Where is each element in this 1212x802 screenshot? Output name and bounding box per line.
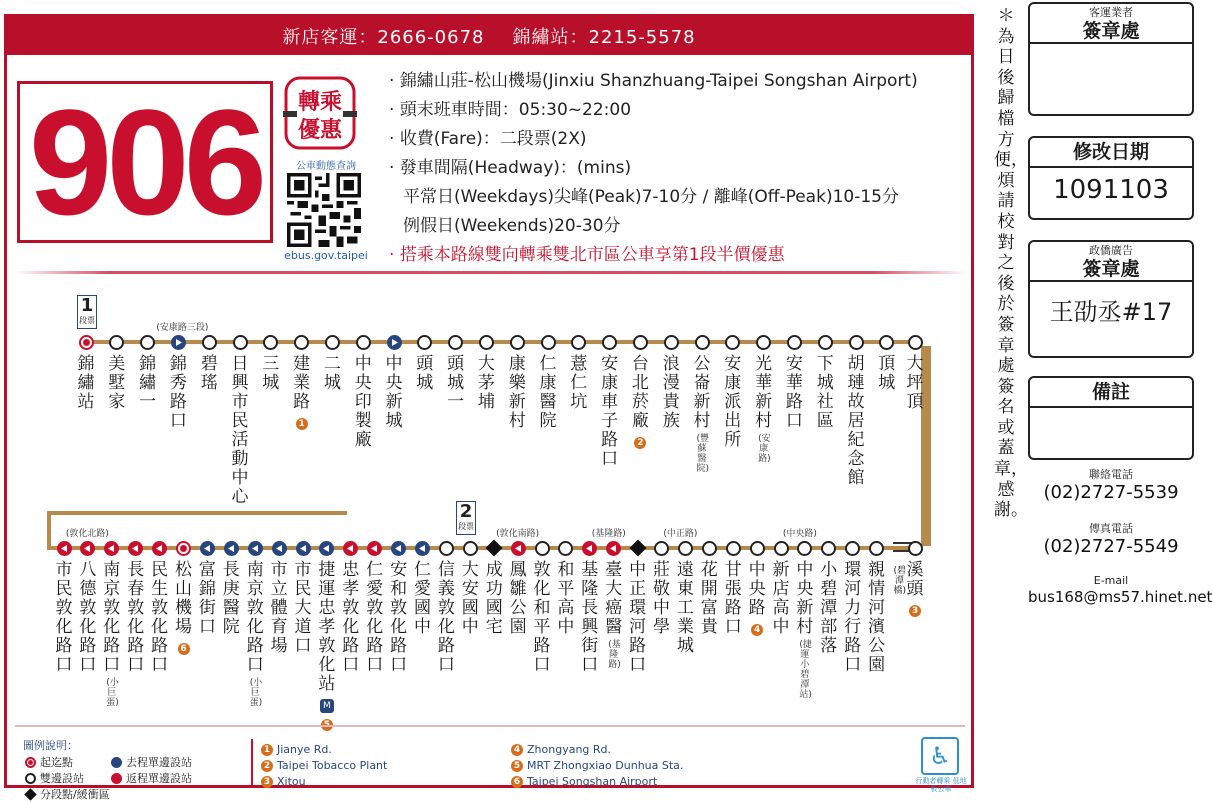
stage-box-1: 1 段票	[77, 295, 97, 329]
stop-name: 中央新村 (捷運小碧潭站)	[796, 560, 814, 700]
stop-name: (碧潭橋)	[893, 566, 907, 596]
transfer-discount-icon	[283, 75, 357, 151]
stop-name: 敦化和平路口	[533, 560, 551, 675]
terminal-stop-icon	[25, 757, 36, 768]
stop-marker[interactable]	[678, 541, 693, 556]
stop-marker[interactable]	[417, 335, 432, 350]
operator-seal-box[interactable]	[1028, 2, 1194, 116]
stop-marker[interactable]	[654, 541, 669, 556]
landmark-1: 1 Jianye Rd.	[261, 743, 332, 756]
stop-name: 松山機場6	[175, 560, 192, 654]
stage-point-icon	[24, 788, 36, 800]
stop-name: 頂城	[878, 354, 896, 393]
stop-note: (基隆路)	[608, 640, 621, 670]
legend-outbound: 去程單邊設站	[111, 754, 192, 770]
stop-name: 民生敦化路口	[151, 560, 169, 675]
stop-marker[interactable]	[558, 541, 573, 556]
stop-marker[interactable]	[294, 335, 309, 350]
street-label: (敦化南路)	[496, 529, 540, 539]
stop-name: 安和敦化路口	[390, 560, 408, 675]
gov-seal-box[interactable]	[1028, 240, 1194, 358]
stage-point-marker[interactable]	[629, 540, 646, 557]
qr-code-icon[interactable]	[287, 173, 361, 247]
street-label: (中央路)	[782, 529, 817, 539]
landmark-badge: 5	[321, 719, 333, 731]
landmark-badge: 1	[296, 418, 308, 430]
street-label: (中正路)	[663, 529, 698, 539]
info-headway: · 發車間隔(Headway)：(mins)	[389, 158, 632, 178]
stop-marker[interactable]	[797, 541, 812, 556]
stop-name: 親情河濱公園	[868, 560, 886, 675]
stop-marker[interactable]	[343, 541, 358, 556]
stop-marker[interactable]	[439, 541, 454, 556]
stop-name: 八德敦化路口	[79, 560, 97, 675]
stop-name: 中正環河路口	[629, 560, 647, 675]
stop-name: 溪頭3	[906, 560, 924, 616]
qr-url[interactable]: ebus.gov.taipei	[284, 249, 368, 262]
accessibility-label: 行動者轉乘 低地板公車	[915, 777, 967, 793]
stop-name: 信義敦化路口	[437, 560, 455, 675]
legend-terminal: 起迄點	[25, 754, 73, 770]
stop-marker[interactable]	[272, 541, 287, 556]
stop-name: 甘張路口	[724, 560, 742, 637]
stop-name: 仁愛國中	[414, 560, 431, 637]
stop-name: 下城社區	[816, 354, 834, 431]
stop-name: 莊敬中學	[653, 560, 670, 637]
legend-stage: 分段點/緩衝區	[25, 786, 110, 802]
info-route: · 錦繡山莊-松山機場(Jinxiu Shanzhuang-Taipei Songshan Airport)	[389, 71, 918, 91]
stop-marker[interactable]	[140, 335, 155, 350]
stop-marker[interactable]	[869, 541, 884, 556]
stop-name: 鳳雛公園	[509, 560, 527, 637]
street-label: (安康路三段)	[156, 323, 209, 333]
stop-marker[interactable]	[367, 541, 382, 556]
vertical-note: ＊為日後歸檔方便，煩請校對之後於簽章處簽名或蓋章，感謝。	[994, 6, 1028, 521]
stop-name: 安康派出所	[724, 354, 742, 450]
qr-label: 公車動態查詢	[296, 161, 356, 172]
promo-line1: 轉乘	[297, 90, 343, 115]
wheelchair-icon: ♿	[921, 737, 959, 775]
stop-name: 和平高中	[557, 560, 575, 637]
stop-note: (小巨蛋)	[249, 678, 263, 708]
stop-marker[interactable]	[908, 541, 923, 556]
route-sign	[4, 14, 974, 801]
stop-marker[interactable]	[511, 541, 526, 556]
stop-marker[interactable]	[80, 541, 95, 556]
stop-marker[interactable]	[725, 335, 740, 350]
stop-marker[interactable]	[479, 335, 494, 350]
landmark-badge: 2	[634, 437, 646, 449]
station-phone: 錦繡站：2215-5578	[512, 27, 696, 48]
stop-name: 南京敦化路口 (小巨蛋)	[103, 560, 121, 708]
stop-name: 美墅家	[108, 354, 126, 412]
stop-marker[interactable]	[128, 541, 143, 556]
stop-marker[interactable]	[535, 541, 550, 556]
operator-seal-header: 客運業者 簽章處	[1030, 4, 1192, 44]
stop-marker[interactable]	[756, 335, 771, 350]
phone-value[interactable]: (02)2727-5539	[1043, 482, 1179, 503]
stop-marker[interactable]	[202, 335, 217, 350]
stop-marker[interactable]	[695, 335, 710, 350]
stop-name: 大茅埔	[477, 354, 495, 412]
stop-marker[interactable]	[176, 541, 191, 556]
stop-name: 二城	[323, 354, 341, 393]
stop-name: 富錦街口	[198, 560, 216, 637]
stop-marker[interactable]	[510, 335, 525, 350]
stop-name: 薏仁坑	[570, 354, 588, 412]
stop-name: 錦秀路口	[169, 354, 187, 431]
route-line-left	[47, 511, 51, 548]
stop-marker[interactable]	[233, 335, 248, 350]
street-label: (敦化北路)	[65, 529, 109, 539]
stop-name: 三城	[262, 354, 280, 393]
stop-marker[interactable]	[391, 541, 406, 556]
modified-date-title: 修改日期	[1072, 141, 1149, 163]
landmark-4: 4 Zhongyang Rd.	[511, 743, 611, 756]
stop-name: 公崙新村 (豐蘇醫院)	[693, 354, 711, 474]
stop-name: 仁愛敦化路口	[366, 560, 384, 675]
route-number-box	[17, 78, 273, 246]
phone-label: 聯絡電話	[1089, 468, 1133, 481]
stop-marker[interactable]	[849, 335, 864, 350]
stop-name: 頭城	[416, 354, 434, 393]
gov-seal-header: 政僑廣告 簽章處	[1030, 242, 1192, 282]
stop-name: 大安國中	[461, 560, 479, 637]
landmark-badge: 3	[909, 605, 921, 617]
landmark-2: 2 Taipei Tobacco Plant	[261, 759, 387, 772]
landmark-5: 5 MRT Zhongxiao Dunhua Sta.	[511, 759, 683, 772]
stop-name: 中央新城	[385, 354, 403, 431]
stop-marker[interactable]	[664, 335, 679, 350]
stop-name: 錦繡站	[77, 354, 95, 412]
stop-marker[interactable]	[79, 335, 94, 350]
stop-marker[interactable]	[726, 541, 741, 556]
stop-marker[interactable]	[319, 541, 334, 556]
stop-note: (安康路)	[758, 434, 771, 464]
stop-name: 新店高中	[772, 560, 790, 637]
stop-marker[interactable]	[57, 541, 72, 556]
operator-phone: 新店客運：2666-0678	[282, 27, 485, 48]
stop-name: 捷運忠孝敦化站M5	[318, 560, 336, 730]
info-weekends: 例假日(Weekends)20-30分	[403, 216, 621, 236]
stop-name: 小碧潭部落	[820, 560, 838, 656]
stop-name: 浪漫貴族	[662, 354, 680, 431]
stop-name: 仁康醫院	[539, 354, 557, 431]
stop-marker[interactable]	[263, 335, 278, 350]
stop-name: 長春敦化路口	[127, 560, 145, 675]
stop-marker[interactable]	[152, 541, 167, 556]
stop-marker[interactable]	[200, 541, 215, 556]
stop-marker[interactable]	[633, 335, 648, 350]
stop-marker[interactable]	[224, 541, 239, 556]
stop-marker[interactable]	[787, 335, 802, 350]
stop-marker[interactable]	[463, 541, 478, 556]
stop-marker[interactable]	[171, 335, 186, 350]
stop-name: 基隆長興街口	[581, 560, 599, 675]
stop-name: 建業路1	[293, 354, 311, 429]
stop-name: 忠孝敦化路口	[342, 560, 360, 675]
legend-inbound: 返程單邊設站	[111, 770, 192, 786]
legend-both: 雙邊設站	[25, 770, 84, 786]
stop-name: 日興市民活動中心	[231, 354, 249, 507]
stage-point-marker[interactable]	[486, 540, 503, 557]
stop-name: 臺大癌醫 (基隆路)	[605, 560, 623, 670]
stop-marker[interactable]	[415, 541, 430, 556]
stop-marker[interactable]	[845, 541, 860, 556]
stop-name: 碧瑤	[200, 354, 218, 393]
stop-name: 遠東工業城	[676, 560, 694, 656]
stop-marker[interactable]	[818, 335, 833, 350]
stop-marker[interactable]	[879, 335, 894, 350]
route-number: 906	[28, 78, 262, 246]
stop-marker[interactable]	[908, 335, 923, 350]
remarks-box[interactable]	[1028, 376, 1194, 460]
email-value[interactable]: bus168@ms57.hinet.net	[1028, 588, 1212, 606]
stop-marker[interactable]	[248, 541, 263, 556]
stop-name: 康樂新村	[508, 354, 526, 431]
stop-name: 南京敦化路口 (小巨蛋)	[246, 560, 264, 708]
stop-marker[interactable]	[296, 541, 311, 556]
both-sides-stop-icon	[25, 773, 36, 784]
stage-box-2: 2 段票	[456, 501, 476, 535]
stop-marker[interactable]	[448, 335, 463, 350]
info-fare: · 收費(Fare)：二段票(2X)	[389, 129, 587, 149]
stop-name: 錦繡一	[139, 354, 157, 412]
landmark-badge: 4	[751, 624, 763, 636]
stop-name: 成功國宅	[485, 560, 503, 637]
stop-note: (捷運小碧潭站)	[799, 640, 812, 700]
stop-name: 環河力行路口	[844, 560, 862, 675]
stop-marker[interactable]	[750, 541, 765, 556]
stop-name: 長庚醫院	[222, 560, 240, 637]
route-map	[7, 273, 971, 730]
stop-marker[interactable]	[109, 335, 124, 350]
stop-note: (豐蘇醫院)	[696, 434, 710, 474]
route-line-loop	[47, 511, 347, 515]
landmark-badge: 6	[178, 643, 190, 655]
stop-name: 胡璉故居紀念館	[847, 354, 865, 488]
landmark-6: 6 Taipei Songshan Airport	[511, 775, 657, 788]
stop-marker[interactable]	[702, 541, 717, 556]
inbound-stop-icon	[111, 773, 122, 784]
legend-divider	[251, 739, 253, 787]
stop-marker[interactable]	[356, 335, 371, 350]
street-label: (基隆路)	[591, 529, 626, 539]
legend-title: 圖例說明：	[23, 739, 78, 752]
email-label: E-mail	[1093, 574, 1129, 587]
stop-name: 市民敦化路口	[55, 560, 73, 675]
stop-marker[interactable]	[104, 541, 119, 556]
stop-name: 花開富貴	[700, 560, 718, 637]
stop-marker[interactable]	[541, 335, 556, 350]
stop-name: 安華路口	[785, 354, 803, 431]
outbound-stop-icon	[111, 757, 122, 768]
route-info	[389, 67, 969, 270]
promo-line2: 優惠	[297, 118, 343, 143]
modified-date-box	[1028, 136, 1194, 220]
stop-name: 中央路4	[748, 560, 766, 635]
remarks-title: 備註	[1091, 381, 1130, 403]
stop-name: 大坪頂	[906, 354, 924, 412]
stop-marker[interactable]	[821, 541, 836, 556]
info-transfer: · 搭乘本路線雙向轉乘雙北市區公車享第1段半價優惠	[389, 245, 785, 265]
gov-seal-value: 王劭丞#17	[1049, 298, 1173, 326]
stop-note: (小巨蛋)	[106, 678, 119, 708]
stop-marker[interactable]	[571, 335, 586, 350]
stop-marker[interactable]	[387, 335, 402, 350]
stop-name: 光華新村 (安康路)	[755, 354, 773, 464]
info-weekdays: 平常日(Weekdays)尖峰(Peak)7-10分 / 離峰(Off-Peak)10-15分	[403, 187, 899, 207]
landmark-3: 3 Xitou	[261, 775, 306, 788]
stop-marker[interactable]	[606, 541, 621, 556]
stop-name: 安康車子路口	[601, 354, 619, 469]
stop-name: 市民大道口	[294, 560, 312, 656]
stop-marker[interactable]	[325, 335, 340, 350]
stop-marker[interactable]	[602, 335, 617, 350]
stop-name: 中央印製廠	[354, 354, 372, 450]
fax-label: 傳真電話	[1089, 522, 1133, 535]
modified-date-value: 1091103	[1053, 175, 1169, 205]
stop-name: 市立體育場	[270, 560, 288, 656]
info-hours: · 頭末班車時間：05:30~22:00	[389, 100, 632, 120]
stop-marker[interactable]	[774, 541, 789, 556]
stop-name: 頭城一	[447, 354, 465, 412]
stop-marker[interactable]	[582, 541, 597, 556]
contact-bar	[7, 17, 971, 55]
fax-value: (02)2727-5549	[1043, 536, 1179, 557]
metro-icon: M	[320, 699, 334, 713]
stop-name: 台北菸廠2	[631, 354, 649, 448]
